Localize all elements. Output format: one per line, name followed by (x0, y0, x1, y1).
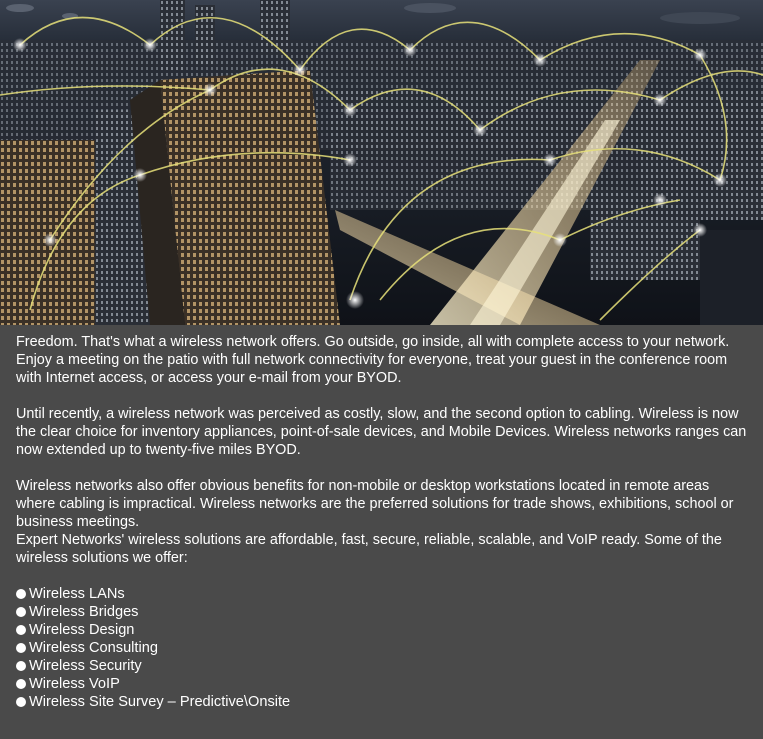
city-network-icon (0, 0, 763, 325)
list-item-label: Wireless Design (29, 622, 135, 638)
list-item (16, 675, 747, 693)
solutions-list (16, 585, 747, 711)
list-item-label: Wireless Bridges (29, 604, 139, 620)
hero-image (0, 0, 763, 325)
list-item-label: Wireless LANs (29, 586, 125, 602)
list-item-label: Wireless Security (29, 658, 142, 674)
bullet-icon (16, 679, 26, 689)
bullet-icon (16, 607, 26, 617)
list-item (16, 603, 747, 621)
bullet-icon (16, 625, 26, 635)
list-item (16, 657, 747, 675)
list-item-label: Wireless Consulting (29, 640, 158, 656)
intro-paragraph: Freedom. That's what a wireless network offers. Go outside, go inside, all with complete access to your network. Enjoy a meeting on the patio with full network connectivity for everyone, treat your guest in the conference room with Internet access, or access your e-mail from your BYOD. (16, 334, 730, 386)
list-item (16, 639, 747, 657)
list-item (16, 693, 747, 711)
bullet-icon (16, 661, 26, 671)
spacer (16, 459, 747, 477)
bullet-icon (16, 643, 26, 653)
list-item-label: Wireless Site Survey – Predictive\Onsite (29, 694, 291, 710)
list-item-label: Wireless VoIP (29, 676, 120, 692)
bullet-icon (16, 697, 26, 707)
solutions-intro-paragraph: Expert Networks' wireless solutions are affordable, fast, secure, reliable, scalable, and VoIP ready. Some of the wireless solutions we offer: (16, 532, 722, 566)
spacer (16, 567, 747, 585)
spacer (16, 387, 747, 405)
cost-paragraph: Until recently, a wireless network was perceived as costly, slow, and the second option to cabling. Wireless is now the clear choice for inventory appliances, point-of-sale devices, and Mobile Devices. Wireless networks ranges can now extended up to twenty-five miles BYOD. (16, 406, 747, 458)
list-item (16, 621, 747, 639)
list-item (16, 585, 747, 603)
content-section (0, 325, 763, 739)
benefits-paragraph: Wireless networks also offer obvious benefits for non-mobile or desktop workstations located in remote areas where cabling is impractical. Wireless networks are the preferred solutions for trade shows, exhibitions, school or business meetings. (16, 478, 734, 530)
bullet-icon (16, 589, 26, 599)
